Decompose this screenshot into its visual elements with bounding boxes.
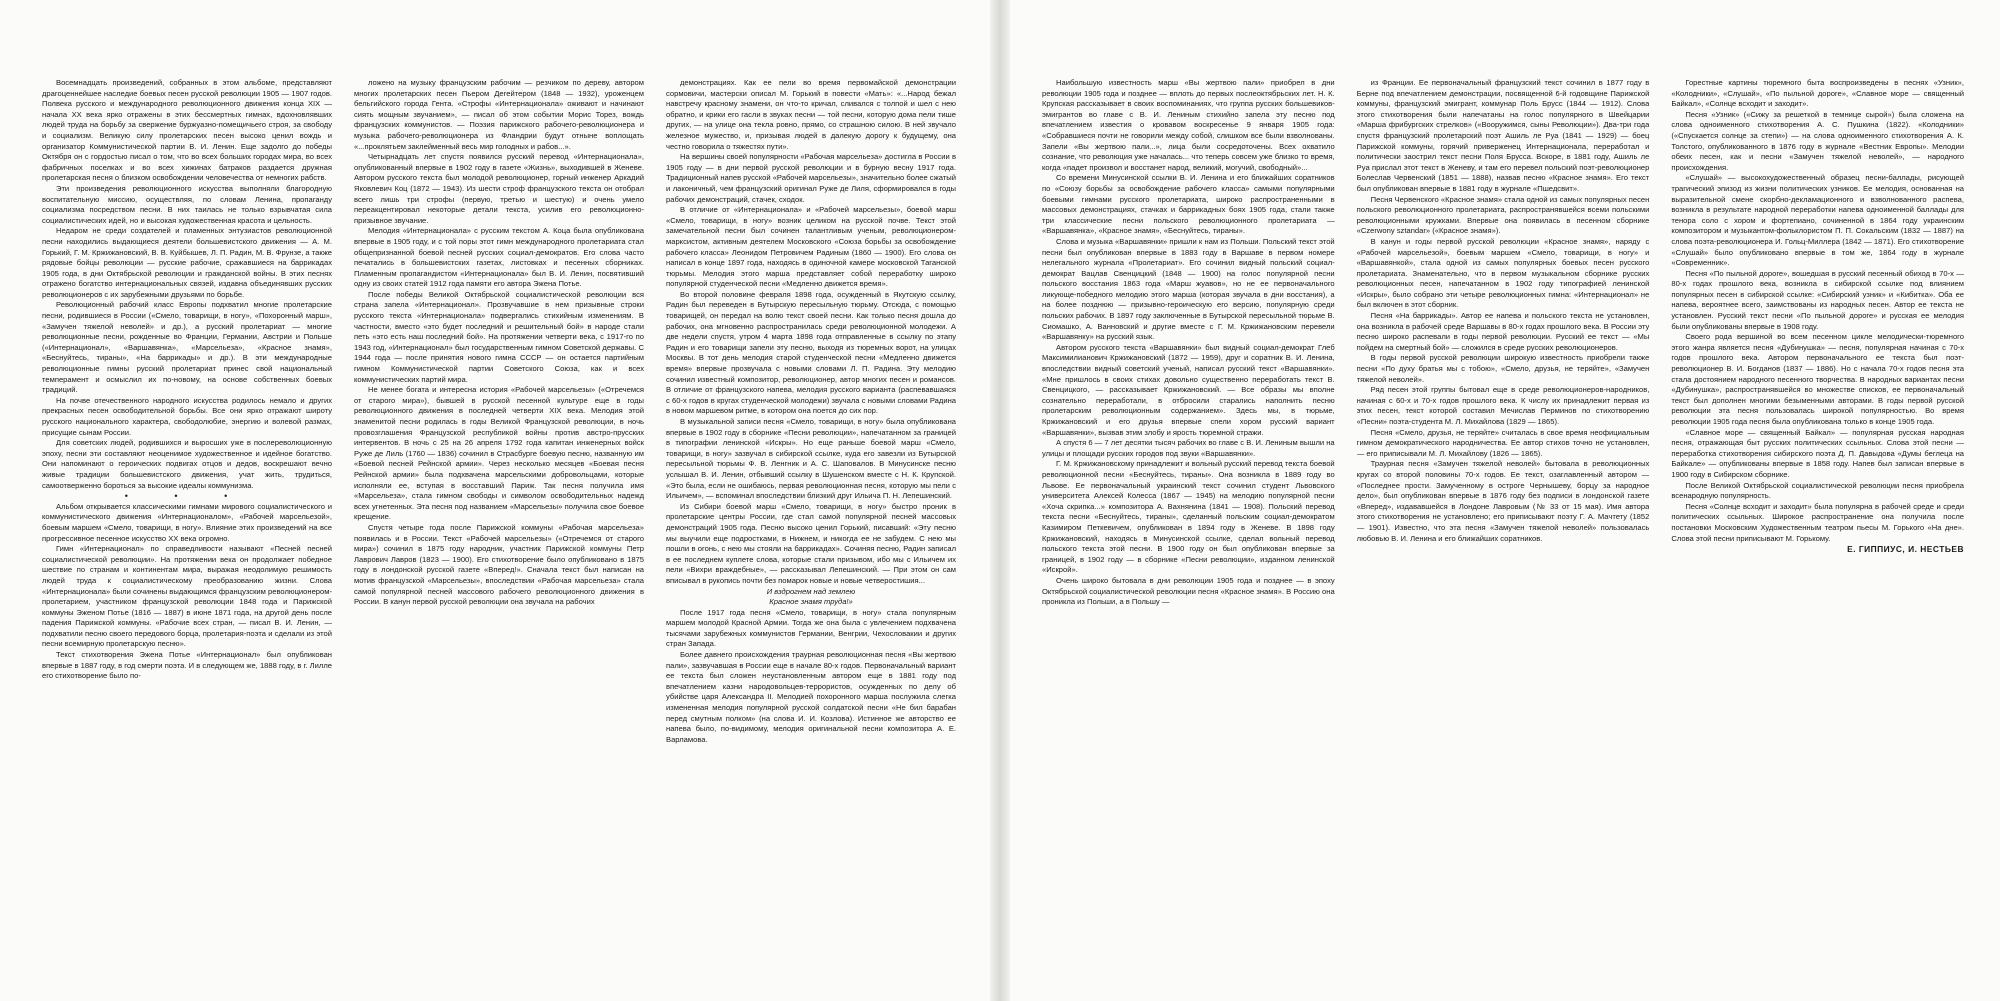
paragraph: из Франции. Ее первоначальный французский текст сочинил в 1877 году в Берне под впечатлением демонстрации, посвященной 6-й годовщине Парижской коммуны, французский эмигрант, коммунар Поль Брусс (1844 — 1912). Слова этого стихотворения были напечатаны на голос популярного в Швейцарии «Марша фрибургских стрелков» («Вооружимся, сыны Революции»). Два-три года спустя французский пролетарский поэт Ашиль ле Руа (1841 — 1929) — боец Парижской коммуны, горячий приверженец Интернационала, переработал и политически заострил текст песни Поля Брусса. Вскоре, в 1881 году, Ашиль ле Руа прислал этот текст в Женеву, и там его перевел польский поэт-революционер Болеслав Червенский (1851 — 1888), назвав песню «Красное знамя». Его текст был опубликован впервые в 1881 году в журнале «Пшедсвит». (1356, 78, 1650, 193)
paragraph: «Слушай» — высокохудожественный образец песни-баллады, рисующей трагический эпизод из жизни политических узников. Ее мелодия, основанная на выразительной смене скорбно-декламационного и взволнованного распева, возникла в результате народной переработки напева одноименной баллады для тенора соло с хором и фортепиано, сочиненной в 1864 году украинским композитором и музыкантом-фольклористом П. П. Сокальским (1832 — 1887) на слова поэта-революционера И. Гольц-Миллера (1842 — 1871). Его стихотворение «Слушай» было опубликовано впервые в том же, 1864 году в журнале «Современник». (1671, 173, 1965, 268)
paragraph: После победы Великой Октябрьской социалистической революции вся страна запела «Интернационал». Прозвучавшие в нем призывные строки русского текста «Интернационала» подвергались стихийным изменениям. В частности, вместо «это будет последний и решительный бой» в народе стали петь «это есть наш последний бой». На протяжении четверти века, с 1917-го по 1943 год, «Интернационал» был государственным гимном Советской державы. С 1944 года — после принятия нового гимна СССР — он остается партийным гимном Коммунистической партии Советского Союза, как и всех коммунистических партий мира. (354, 289, 644, 384)
paragraph: Своего рода вершиной во всем песенном цикле мелодически-тюремного этого жанра является песня «Дубинушка» — песня, популярная начиная с 70-х годов прошлого века. Автором первоначального ее текста был поэт-революционер В. И. Богданов (1837 — 1886). Но с начала 70-х годов песня эта стала достоянием народного песенного творчества. В народных вариантах песни «Дубинушка», распространявшейся во множестве списков, ее первоначальный текст был дополнен многими безыменными авторами. В годы первой русской революции эта песня пользовалась широкой популярностью. Во время революции 1905 года песня была опубликована только в конце 1905 года. (1671, 332, 1965, 426)
right-column-1 (1042, 78, 1335, 983)
paragraph: После Великой Октябрьской социалистической революции песня приобрела всенародную популярность. (1671, 480, 1965, 501)
right-column-2 (1357, 78, 1650, 983)
paragraph: Восемнадцать произведений, собранных в этом альбоме, представляют драгоценнейшее наследие боевых песен русской революции 1905 — 1907 годов. Полвека русского и международного революционного движения конца XIX — начала XX века ярко отражены в этих бессмертных гимнах, вдохновлявших людей труда на борьбу за свержение буржуазно-помещичьего строя, за свободу и социализм. Великую силу пролетарских песен высоко ценил вождь и организатор Коммунистической партии В. И. Ленин. Еще задолго до победы Октября он с гордостью писал о том, что во всех больших городах мира, во всех фабричных поселках и во всех хижинах батраков раздается дружная пролетарская песня о близком освобождении человечества от немногих рабств. (42, 78, 332, 183)
paragraph: Песня «Солнце всходит и заходит» была популярна в рабочей среде и среди политических ссыльных. Широкое распространение она получила после постановки Московским Художественным театром пьесы М. Горького «На дне». Слова этой песни приписывают М. Горькому. (1671, 501, 1965, 543)
paragraph: Ряд песен этой группы бытовал еще в среде революционеров-народников, начиная с 60-х и 70-х годов прошлого века. К числу их принадлежит первая из этих песен, текст которой составил Мечислав Перминов по стихотворению «Песни» поэта-студента М. Л. Михайлова (1829 — 1865). (1356, 385, 1650, 426)
paragraph: В годы первой русской революции широкую известность приобрели также песни «По духу братья мы с тобою», «Смело, друзья, не теряйте», «Замучен тяжелой неволей». (1356, 353, 1650, 384)
paragraph: Гимн «Интернационал» по справедливости называют «Песней песней социалистической революции». На протяжении века он продолжает победное шествие по странам и континентам мира, выражая неодолимую решимость людей труда к социалистическому преобразованию жизни. Слова «Интернационала» были сочинены выдающимся французским революционером-пролетарием, участником французской революции 1848 года и Парижской коммуны Эженом Потье (1816 — 1887) в июне 1871 года, на другой день после падения Парижской коммуны. «Рабочие всех стран, — писал В. И. Ленин, — подхватили песню своего передового борца, пролетария-поэта и сделали из этой песни всемирную пролетарскую песню». (42, 544, 332, 649)
left-page-columns (42, 78, 956, 983)
paragraph: Мелодия «Интернационала» с русским текстом А. Коца была опубликована впервые в 1905 году, и с той поры этот гимн международного пролетариата стал общепризнанной боевой песней русских социал-демократов. Его слова часто печатались в большевистских газетах, листовках и песенных сборниках. Пламенным пропагандистом «Интернационала» был В. И. Ленин, посвятивший одну из своих статей 1912 года памяти его автора Эжена Потье. (354, 226, 644, 289)
verse-line: Красное знамя труда!» (769, 597, 853, 607)
author-signature: Е. ГИППИУС, И. НЕСТЬЕВ (1847, 544, 1965, 555)
paragraph: В канун и годы первой русской революции «Красное знамя», наряду с «Рабочей марсельезой», боевым маршем «Смело, товарищи, в ногу» и «Варшавянкой», стала одной из самых популярных боевых песен русского пролетариата. Знаменательно, что в первом музыкальном сборнике русских революционных песен, напечатанном в 1902 году типографией ленинской «Искры», было собрано эти четыре революционных гимна: «Интернационал» не был включен в этот сборник. (1356, 236, 1650, 310)
paragraph: Из Сибири боевой марш «Смело, товарищи, в ногу» быстро проник в пролетарские центры России, где стал самой популярной песней массовых демонстраций 1905 года. Песню высоко ценил Горький, писавший: «Эту песню мы выучили еще подростками, в Нижнем, и никогда ее не забудем. С нею мы пошли в огонь, с нею мы стояли на баррикадах». Сочиняя песню, Радин записал в ее последнем куплете слова, которые стали призывом, ибо мы с Ильичем их пели «Вихри враждебные», — рассказывал Лепешинский. — При этом он сам вписывал в рукопись почти без помарок новые и новые четверостишия... (666, 501, 956, 585)
paragraph: Для советских людей, родившихся и выросших уже в послереволюционную эпоху, песни эти составляют неоценимое художественное и идейное богатство. Они напоминают о героических подвигах отцов и дедов, воскрешают вечно живые традиции большевистского движения, учат жить, трудиться, самоотверженно бороться за высокие идеалы коммунизма. (42, 438, 332, 490)
paragraph: Песня «На баррикады». Автор ее напева и польского текста не установлен, она возникла в рабочей среде Варшавы в 80-х годах прошлого века. В России эту песню широко распевали в годы первой революции. Русский ее текст — «Мы пойдем на смертный бой» — сложился в среде русских революционеров. (1356, 311, 1650, 352)
paragraph: Революционный рабочий класс Европы подхватил многие пролетарские песни, родившиеся в России («Смело, товарищи, в ногу», «Похоронный марш», «Замучен тяжелой неволей» и др.), а русский пролетариат — многие революционные песни, рожденные во Франции, Германии, Австрии и Польше («Интернационал», «Варшавянка», «Марсельеза», «Красное знамя», «Беснуйтесь, тираны», «На баррикады» и др.). В эти международные революционные гимны русский пролетариат принес свой национальный темперамент и осмыслил их по-новому, на основе собственных боевых традиций. (42, 300, 332, 395)
paragraph: Песня «Смело, друзья, не теряйте» считалась в свое время неофициальным гимном демократического народничества. Ее автор стихов точно не установлен, — его приписывали М. Л. Михайлову (1826 — 1865). (1356, 427, 1650, 458)
paragraph: Во второй половине февраля 1898 года, осужденный в Якутскую ссылку, Радин был переведен в Бутырскую пересыльную тюрьму. Отсюда, с помощью товарищей, он передал на волю текст своей песни. Как только песня дошла до рабочих, она мгновенно распространилась среди революционной молодежи. А две недели спустя, утром 4 марта 1898 года отправленные в ссылку по этапу Радин и его товарищи запели эту песню, выходя из тюремных ворот, на улицах Москвы. В тот день мелодия старой студенческой песни «Медленно движется время» впервые прозвучала с новыми словами Л. П. Радина. Эту мелодию сочинил известный композитор, революционер, автор многих песен и романсов. В отличие от французского напева, мелодия русского варианта (распевавшаяся с 60-х годов в кругах студенческой молодежи) звучала с новыми словами Радина в новом маршевом ритме, в котором она поется до сих пор. (666, 289, 956, 416)
paragraph: Недаром не среди создателей и пламенных энтузиастов революционной песни находились выдающиеся деятели большевистского движения — А. М. Горький, Г. М. Кржижановский, В. В. Куйбышев, Л. П. Радин, М. В. Фрунзе, а также рядовые бойцы революции — русские рабочие, сражавшиеся на баррикадах 1905 года, в дни Октябрьской революции и гражданской войны. В этих песнях отражено богатство интернациональных связей, издавна объединявших русских революционеров с их зарубежными друзьями по борьбе. (42, 226, 332, 299)
paragraph: Г. М. Кржижановскому принадлежит и вольный русский перевод текста боевой революционной песни «Беснуйтесь, тираны». Она возникла в 1889 году во Львове. Ее первоначальный украинский текст сочинил студент Львовского университета Алексей Колесса (1867 — 1945) на мелодию популярной песни «Хоча скрипка...» композитора А. Вахнянина (1841 — 1908). Польский перевод текста песни «Беснуйтесь, тираны», сделанный польским социал-демократом Казимиром Петкевичем, опубликован в 1894 году в Женеве. В 1898 году Кржижановский, находясь в Минусинской ссылке, сделал вольный перевод польского текста этой песни. В 1900 году он был опубликован впервые за границей, в 1902 году — в сборнике «Песни революции», изданном ленинской «Искрой». (1042, 459, 1335, 575)
paragraph: В отличие от «Интернационала» и «Рабочей марсельезы», боевой марш «Смело, товарищи, в ногу» возник целиком на русской почве. Текст этой замечательной песни был сочинен талантливым ученым, революционером-марксистом, активным деятелем Московского «Союза борьбы за освобождение рабочего класса» Леонидом Петровичем Радиным (1860 — 1900). Его слова он написал в конце 1897 года, находясь в одиночной камере московской Таганской тюрьмы. Мелодия этого марша представляет собой переработку широко популярной студенческой песни «Медленно движется время». (666, 205, 956, 289)
section-divider: • • • (124, 491, 250, 502)
right-column-3 (1671, 78, 1964, 983)
paragraph: Наибольшую известность марш «Вы жертвою пали» приобрел в дни революции 1905 года и позднее — вплоть до первых послеоктябрьских лет. Н. К. Крупская рассказывает в своих воспоминаниях, что группа русских большевиков-эмигрантов во главе с В. И. Лениным стихийно запела эту песню под впечатлением известия о кровавом воскресенье 9 января 1905 года: «Собравшиеся почти не говорили между собой, слишком все были взволнованы. Запели «Вы жертвою пали...», лица были сосредоточены. Всех охватило сознание, что революция уже началась... что теперь совсем уже близко то время, когда «падет произвол и восстанет народ, великий, могучий, свободный»... (1042, 78, 1335, 172)
paragraph: Песня «По пыльной дороге», вошедшая в русский песенный обиход в 70-х — 80-х годах прошлого века, возникла в сибирской ссылке под влиянием популярных песен в сибирской ссылке: «Сибирский узник» и «Кибитка». Оба ее напева, вероятнее всего, заимствованы из народных песен. Автор ее текста не установлен. Русский текст песни «По пыльной дороге» и русская ее мелодия были опубликованы впервые в 1908 году. (1671, 268, 1965, 331)
paragraph: На вершины своей популярности «Рабочая марсельеза» достигла в России в 1905 году — в дни первой русской революции и в бурную весну 1917 года. Традиционный напев русской «Рабочей марсельезы», значительно более сжатый и лаконичный, чем французский оригинал Руже де Лиля, сформировался в годы рабочих демонстраций, стачек, сходок. (666, 152, 956, 204)
paragraph: В музыкальной записи песня «Смело, товарищи, в ногу» была опубликована впервые в 1902 году в сборнике «Песни революции», напечатанном за границей в типографии ленинской «Искры». Но еще раньше боевой марш «Смело, товарищи, в ногу» зазвучал в сибирской ссылке, куда его завезли из Бутырской пересыльной тюрьмы Ф. В. Ленгник и А. С. Шаповалов. В Минусинске песню услышал В. И. Ленин, отбывший ссылку в Шушенском вместе с Н. К. Крупской. «Это была, если не ошибаюсь, первая революционная песня, которую мы пели с Ильичем», — вспоминал впоследствии близкий друг Ильича П. Н. Лепешинский. (666, 417, 956, 501)
left-column-3 (666, 78, 956, 983)
right-page-columns (1042, 78, 1964, 983)
book-spine-gutter (990, 0, 1010, 1001)
paragraph: После 1917 года песня «Смело, товарищи, в ногу» стала популярным маршем молодой Красной Армии. Тогда же она была с увлечением подхвачена тысячами зарубежных коммунистов Германии, Венгрии, Чехословакии и других стран Запада. (666, 607, 956, 649)
paragraph: Траурная песня «Замучен тяжелой неволей» бытовала в революционных кругах со второй половины 70-х годов. Ее текст, озаглавленный автором — «Последнее прости. Замученному в остроге Чернышеву, борцу за народное дело», был опубликован впервые в 1876 году без подписи в лондонской газете «Вперед», издававшейся в Лондоне Лавровым (№ 33 от 15 мая). Имя автора этого стихотворения не установлено; его приписывают поэту Г. А. Мачтету (1852 — 1901). Известно, что эта песня «Замучен тяжелой неволей» пользовалась любовью В. И. Ленина и его ближайших соратников. (1356, 459, 1650, 543)
paragraph: Слова и музыка «Варшавянки» пришли к нам из Польши. Польский текст этой песни был опубликован впервые в 1883 году в Варшаве в первом номере нелегального журнала «Пролетариат». Его сочинил видный польский социал-демократ Вацлав Свенцицкий (1848 — 1900) на голос популярной песни польского восстания 1863 года «Марш жуавов», но не ее первоначального ликующе-победного мелодию этого марша (которая звучала в дни восстания), а на более позднюю — призывно-героическую его версию, популярную среди польских рабочих. В 1897 году заключенные в Бутырской пересыльной тюрьме В. Сиомашко, А. Ванновский и другие вместе с Г. М. Кржижановским перевели «Варшавянку» на русский язык. (1042, 236, 1335, 342)
paragraph: Горестные картины тюремного быта воспроизведены в песнях «Узник», «Колодники», «Слушай», «По пыльной дороге», «Славное море — священный Байкал», «Солнце всходит и заходит». (1671, 78, 1965, 109)
verse-line: И вздрогнем над землею (766, 586, 856, 596)
paragraph: Текст стихотворения Эжена Потье «Интернационал» был опубликован впервые в 1887 году, в год смерти поэта. И в следующем же, 1888 году, в г. Лилле его стихотворение было по- (42, 650, 332, 681)
paragraph: демонстрациях. Как ее пели во время первомайской демонстрации сормовичи, мастерски описал М. Горький в повести «Мать»: «...Народ бежал навстречу красному знамени, он что-то кричал, сливался с толпой и шел с нею обратно, и крики его гасли в звуках песни — той песни, которую дома пели тише других, — на улице она текла ровно, прямо, со страшною силою. В ней звучало железное мужество, и, призывая людей в далекую дорогу к будущему, она честно говорила о тяжестях пути». (666, 78, 956, 151)
paragraph: Спустя четыре года после Парижской коммуны «Рабочая марсельеза» появилась и в России. Текст «Рабочей марсельезы» («Отречемся от старого мира») сочинил в 1875 году народник, участник Парижской коммуны Петр Лаврович Лавров (1823 — 1900). Его стихотворение было опубликовано в 1875 году в лондонской русской газете «Вперед!». Сначала текст был написан на мотив французской «Марсельезы», впоследствии «Рабочая марсельеза» стала самой популярной песней массового рабочего революционного движения в России. В канун первой русской революции она звучала на рабочих (354, 522, 644, 607)
paragraph: Альбом открывается классическими гимнами мирового социалистического и коммунистического движения «Интернационалом», «Рабочей марсельезой», боевым маршем «Смело, товарищи, в ногу». Влияние этих произведений на все прогрессивное песенное искусство XX века огромно. (42, 501, 332, 543)
paragraph: Автором русского текста «Варшавянки» был видный социал-демократ Глеб Максимилианович Кржижановский (1872 — 1959), друг и соратник В. И. Ленина, впоследствии видный советский ученый, написал русский текст «Варшавянки». «Мне пришлось в своих стихах довольно существенно переработать текст В. Свенцицкого, — рассказывает Кржижановский. — Все образы мы вполне сознательно переработали, в отбросили старались наполнить песню пролетарским революционным содержанием». Здесь мы, в тюрьме, Кржижановский и его друзья впервые спели хором русский вариант «Варшавянки», вызвав этим злобу и ярость тюремной стражи. (1042, 342, 1335, 437)
paragraph: А спустя 6 — 7 лет десятки тысяч рабочих во главе с В. И. Лениным вышли на улицы и площади русских городов под звуки «Варшавянки». (1042, 438, 1335, 458)
left-column-1 (42, 78, 332, 983)
paragraph: Эти произведения революционного искусства выполняли благородную воспитательную миссию, осуществляя, по словам Ленина, пропаганду социализма посредством песни. В них таилась не только взрывчатая сила социалистических идей, но и высокая художественная красота и цельность. (42, 183, 332, 225)
paragraph: Очень широко бытовала в дни революции 1905 года и позднее — в эпоху Октябрьской социалистической революции песня «Красное знамя». В Россию она проникла из Польши, а в Польшу — (1042, 575, 1335, 607)
right-page (1000, 0, 2000, 1001)
left-column-2 (354, 78, 644, 983)
paragraph: Песня Червенского «Красное знамя» стала одной из самых популярных песен польского революционного пролетариата, распространявшейся всеми польскими революционными кружками. Впервые она появилась в песенном сборнике «Czerwony sztandar» («Красное знамя»). (1356, 194, 1650, 236)
paragraph: Не менее богата и интересна история «Рабочей марсельезы» («Отречемся от старого мира»), бывшей в русской песенной культуре еще в годы революционного движения в последней четверти XIX века. Мелодия этой знаменитой песни родилась в годы Великой Французской революции, в ночь провозглашения Французской республикой войны против австро-прусских интервентов. В ночь с 25 на 26 апреля 1792 года капитан инженерных войск Руже де Лиль (1760 — 1836) сочинил в Страсбурге боевую песню, названную им «Боевой песней Рейнской армии». Через несколько месяцев «Боевая песня Рейнской армии» была подхвачена марсельскими добровольцами, которые исполняли ее, вступая в восставший Париж. Так песня получила имя «Марсельеза», стала гимном свободы и символом освободительных надежд всех угнетенных. Эта песня под названием «Марсельезы» получила свое боевое крещение. (354, 385, 644, 522)
paragraph: «Славное море — священный Байкал» — популярная русская народная песня, отражающая быт русских политических ссыльных. Слова этой песни — переработка стихотворения сибирского поэта Д. П. Давыдова «Думы беглеца на Байкале» — опубликованы впервые в 1858 году. Напев был записан впервые в 1900 году в Сибирском сборнике. (1671, 427, 1965, 479)
paragraph: Более давнего происхождения траурная революционная песня «Вы жертвою пали», зазвучавшая в России еще в начале 80-х годов. Первоначальный вариант ее текста был сложен неустановленным автором еще в 1881 году под впечатлением казни народовольцев-террористов, осужденных по делу об убийстве царя Александра II. Мелодией похоронного марша послужила слегка измененная мелодия популярной русской солдатской песни «Не бил барабан перед смутным полком» (на слова И. И. Козлова). Истинное же авторство ее напева было, по-видимому, мелодия оригинальной песни композитора А. Е. Варламова. (666, 650, 956, 744)
paragraph: На почве отечественного народного искусства родилось немало и других прекрасных песен освободительной борьбы. Все они ярко отражают широту русского национального характера, свободолюбие, энергию и волевой размах, присущие сынам России. (42, 395, 332, 437)
paragraph: Песня «Узник» («Сижу за решеткой в темнице сырой») была сложена на слова одноименного стихотворения А. С. Пушкина (1822). «Колодники» («Спускается солнце за степи») — на слова одноименного стихотворения А. К. Толстого, опубликованного в 1876 году в журнале «Вестник Европы». Мелодии обеих песен, как и песни «Замучен тяжелой неволей», — народного происхождения. (1671, 109, 1965, 172)
paragraph: ложено на музыку французским рабочим — резчиком по дереву, автором многих пролетарских песен Пьером Дегейтером (1848 — 1932), уроженцем бельгийского города Гента. «Строфы «Интернационала» оживают и начинают сиять мощным звучанием», — писал об этом событии Морис Торез, вождь французских коммунистов. — Поэзия парижского рабочего-революционера и музыка рабочего-революционера из Фландрии будут отныне воплощать «...проклятьем заклейменный весь мир голодных и рабов...». (354, 78, 644, 151)
paragraph: Со времени Минусинской ссылки В. И. Ленина и его ближайших соратников по «Союзу борьбы за освобождение рабочего класса» самыми популярными боевыми гимнами русского пролетариата, широко распространенными в массовых демонстрациях, стачках и баррикадных боях 1905 года, стали также три классические песни польского революционного пролетариата — «Варшавянка», «Красное знамя», «Беснуйтесь, тираны». (1042, 173, 1335, 236)
paragraph: Четырнадцать лет спустя появился русский перевод «Интернационала», опубликованный впервые в 1902 году в газете «Жизнь», выходившей в Женеве. Автором русского текста был молодой революционер, горный инженер Аркадий Яковлевич Коц (1872 — 1943). Из шести строф французского текста он отобрал всего лишь три строфы (первую, третью и шестую) и очень умело переакцентировал некоторые детали текста, усилив его революционно-призывное звучание. (354, 152, 644, 225)
